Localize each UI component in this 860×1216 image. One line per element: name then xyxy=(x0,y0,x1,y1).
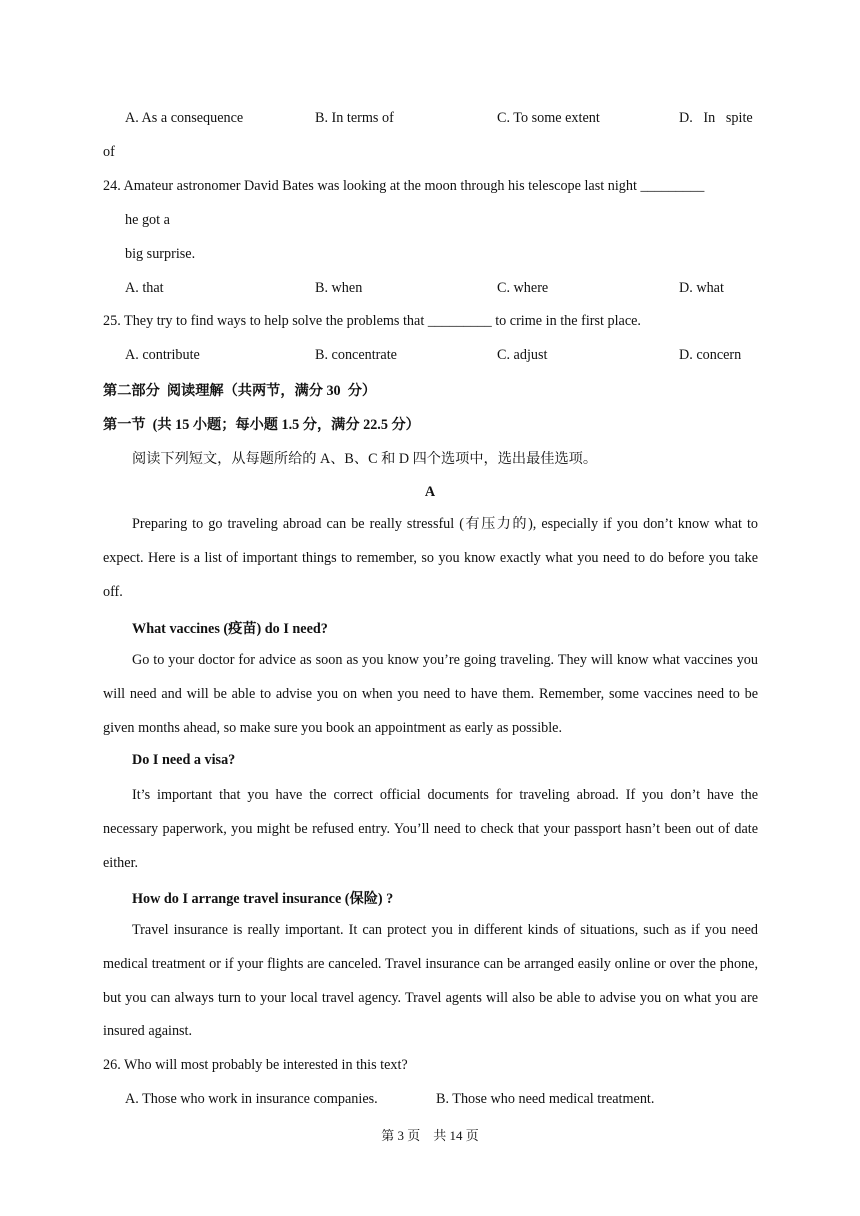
paragraph-insurance xyxy=(103,914,758,1049)
q23-option-d-wrap: of xyxy=(103,144,115,160)
section1-heading: 第一节 (共 15 小题；每小题 1.5 分，满分 22.5 分） xyxy=(103,417,420,433)
heading-vaccines: What vaccines (疫苗) do I need? xyxy=(132,621,328,637)
paragraph-vaccines xyxy=(103,644,758,745)
passage-intro-text: Preparing to go traveling abroad can be really stressful (有压力的), especially if you don’t know what to expect. Here is a list of important things to remember, so you know exactly what you need to do before you take off. xyxy=(103,516,758,600)
q24-option-d: D. what xyxy=(679,280,724,296)
q24-option-a: A. that xyxy=(125,280,164,296)
q24-option-b: B. when xyxy=(315,280,363,296)
q24-option-c: C. where xyxy=(497,280,549,296)
q23-option-d: D. In spite xyxy=(679,110,753,126)
passage-intro xyxy=(103,508,758,609)
q26-stem: 26. Who will most probably be interested in this text? xyxy=(103,1057,408,1073)
paragraph-vaccines-text: Go to your doctor for advice as soon as you know you’re going traveling. They will know what vaccines you will need and will be able to advise you on when you need to have them. Remember, some vaccines need to be given months ahead, so make sure you book an appointment as early as possible. xyxy=(103,652,758,736)
paragraph-visa xyxy=(103,779,758,880)
q24-stem-line1: 24. Amateur astronomer David Bates was looking at the moon through his telescope last night _________ xyxy=(103,178,705,194)
q25-option-d: D. concern xyxy=(679,347,742,363)
heading-insurance: How do I arrange travel insurance (保险) ? xyxy=(132,891,394,907)
page-footer: 第 3 页 共 14 页 xyxy=(381,1128,479,1143)
q23-option-c: C. To some extent xyxy=(497,110,600,126)
q25-stem: 25. They try to find ways to help solve the problems that _________ to crime in the first place. xyxy=(103,313,641,329)
q25-option-c: C. adjust xyxy=(497,347,548,363)
q23-option-b: B. In terms of xyxy=(315,110,394,126)
heading-visa: Do I need a visa? xyxy=(132,752,236,768)
q25-option-a: A. contribute xyxy=(125,347,200,363)
q26-option-a: A. Those who work in insurance companies. xyxy=(125,1091,378,1107)
paragraph-visa-text: It’s important that you have the correct official documents for traveling abroad. If you don’t have the necessary paperwork, you might be refused entry. You’ll need to check that your passport hasn’t been out of date either. xyxy=(103,787,758,871)
q25-option-b: B. concentrate xyxy=(315,347,397,363)
q24-stem-line3: big surprise. xyxy=(125,246,196,262)
q24-stem-line2: he got a xyxy=(125,212,170,228)
reading-instructions: 阅读下列短文，从每题所给的 A、B、C 和 D 四个选项中，选出最佳选项。 xyxy=(132,451,598,467)
part2-heading: 第二部分 阅读理解（共两节，满分 30 分） xyxy=(103,383,377,399)
paragraph-insurance-text: Travel insurance is really important. It can protect you in different kinds of situations, such as if you need medical treatment or if your flights are canceled. Travel insurance can be arranged easily online or over the phone, but you can always turn to your local travel agency. Travel agents will also be able to advise you on what you are insured against. xyxy=(103,922,758,1040)
q23-option-a: A. As a consequence xyxy=(125,110,244,126)
q26-option-b: B. Those who need medical treatment. xyxy=(436,1091,655,1107)
passage-title: A xyxy=(424,484,436,500)
